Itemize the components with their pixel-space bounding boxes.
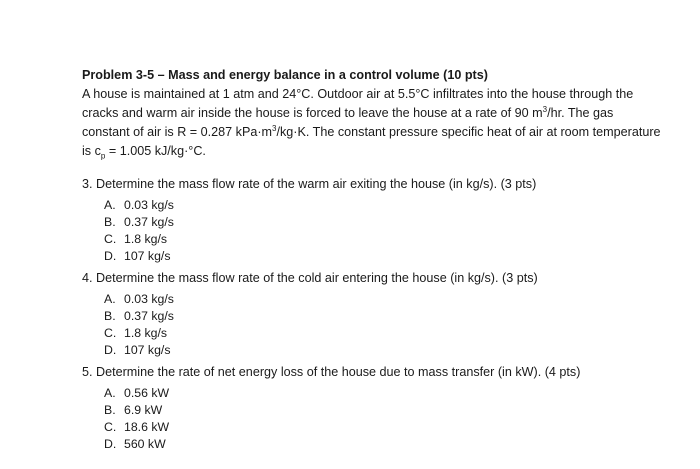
answer-options [82,385,662,453]
answer-option[interactable] [104,419,662,436]
answer-option[interactable] [104,231,662,248]
statement-text-2: /hr. The gas constant of air is R = 0.287 kPa·m [82,106,614,139]
question-3 [82,175,662,265]
option-value: 0.03 kg/s [124,198,174,212]
statement-text-4: = 1.005 kJ/kg·°C. [105,144,206,158]
question-text: 4. Determine the mass flow rate of the cold air entering the house (in kg/s). (3 pts) [82,271,538,285]
option-letter: C. [104,326,117,340]
question-4 [82,269,662,359]
answer-option[interactable] [104,308,662,325]
option-letter: D. [104,343,117,357]
option-letter: D. [104,437,117,451]
answer-option[interactable] [104,325,662,342]
answer-option[interactable] [104,214,662,231]
option-value: 0.37 kg/s [124,309,174,323]
statement-sup-2: 3 [272,123,277,133]
option-letter: B. [104,403,116,417]
answer-option[interactable] [104,385,662,402]
answer-option[interactable] [104,197,662,214]
question-text: 3. Determine the mass flow rate of the warm air exiting the house (in kg/s). (3 pts) [82,177,537,191]
option-value: 6.9 kW [124,403,163,417]
option-value: 560 kW [124,437,166,451]
option-value: 0.37 kg/s [124,215,174,229]
option-letter: D. [104,249,117,263]
problem-statement [82,85,662,161]
statement-sub-1: p [100,151,106,161]
statement-sup-1: 3 [542,104,548,114]
option-value: 0.56 kW [124,386,170,400]
option-letter: A. [104,198,116,212]
statement-text-1: A house is maintained at 1 atm and 24°C. Outdoor air at 5.5°C infiltrates into the house through the cracks and warm air inside the house is forced to leave the house at a rate of 90 m [82,87,634,120]
answer-option[interactable] [104,342,662,359]
answer-option[interactable] [104,402,662,419]
option-letter: B. [104,215,116,229]
question-text: 5. Determine the rate of net energy loss of the house due to mass transfer (in kW). (4 pts) [82,365,581,379]
problem-title: Problem 3-5 – Mass and energy balance in a control volume (10 pts) [82,68,488,82]
option-letter: C. [104,232,117,246]
problem-document [82,66,662,453]
statement-text-3: /kg·K. The constant pressure specific heat of air at room temperature is c [82,125,661,158]
answer-option[interactable] [104,436,662,453]
answer-options [82,197,662,265]
option-value: 1.8 kg/s [124,326,168,340]
option-letter: C. [104,420,117,434]
option-value: 18.6 kW [124,420,170,434]
answer-option[interactable] [104,248,662,265]
option-letter: A. [104,292,116,306]
option-value: 1.8 kg/s [124,232,168,246]
answer-option[interactable] [104,291,662,308]
option-letter: A. [104,386,116,400]
answer-options [82,291,662,359]
option-letter: B. [104,309,116,323]
option-value: 107 kg/s [124,249,171,263]
question-5 [82,363,662,453]
option-value: 0.03 kg/s [124,292,174,306]
option-value: 107 kg/s [124,343,171,357]
